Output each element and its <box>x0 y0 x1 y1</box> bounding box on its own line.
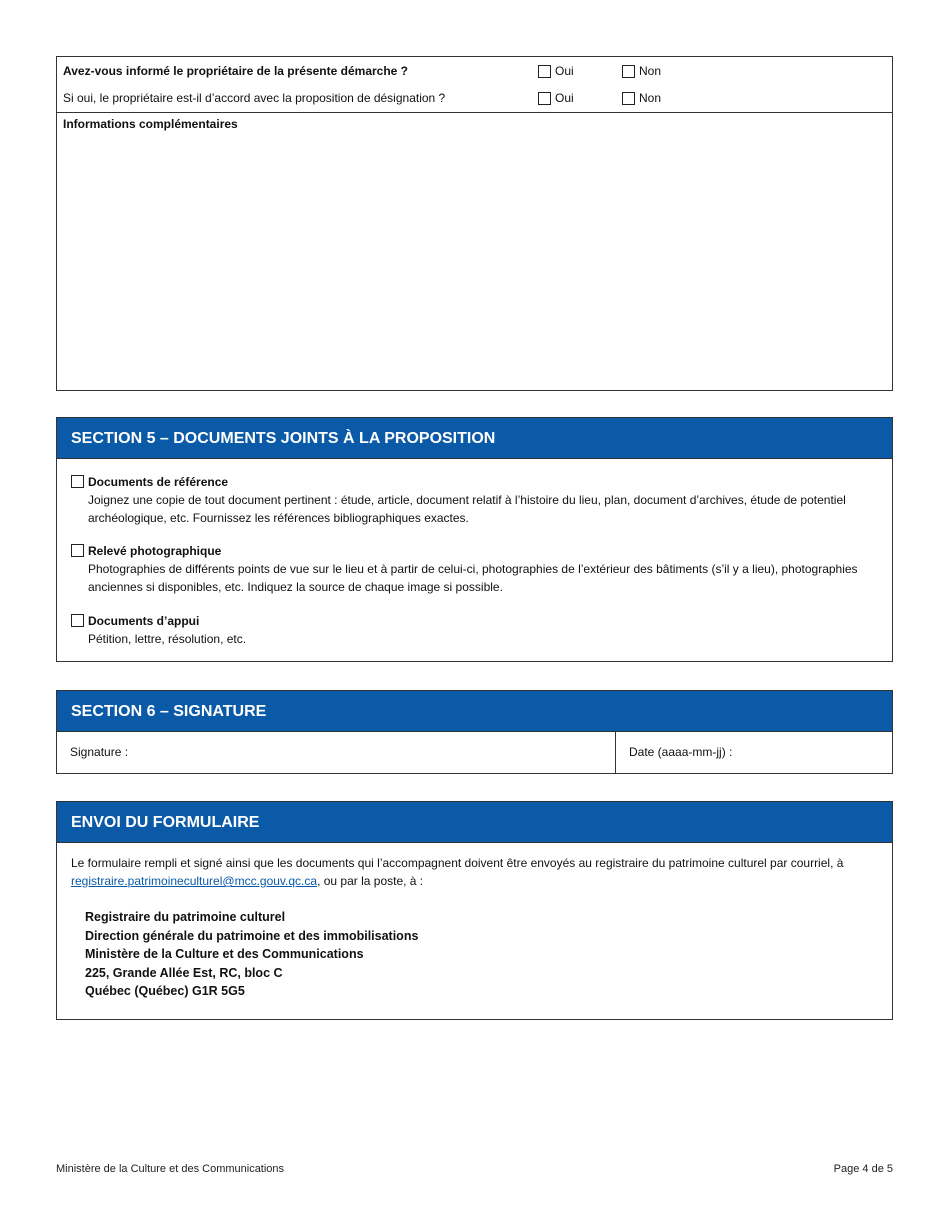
envoi-box <box>56 801 893 1020</box>
q1-yes-option[interactable] <box>538 64 574 78</box>
additional-info-field[interactable] <box>57 135 892 390</box>
q1-no-checkbox[interactable] <box>622 65 635 78</box>
section5-box <box>56 417 893 662</box>
address-line-2: Direction générale du patrimoine et des immobilisations <box>85 928 419 943</box>
q1-no-label: Non <box>639 64 662 78</box>
footer-page-number: Page 4 de 5 <box>833 1163 893 1175</box>
doc-photo-description: Photographies de différents points de vue sur le lieu et à partir de celui-ci, photographies de l’extérieur des bâtiments (s’il y a lieu), photographies anciennes si disponibles, etc. Indiquez la source de chaque image si possible. <box>88 562 858 594</box>
envoi-text-before: Le formulaire rempli et signé ainsi que les documents qui l’accompagnent doivent être envoyés au registraire du patrimoine culturel par courriel, à <box>71 856 844 870</box>
address-line-5: Québec (Québec) G1R 5G5 <box>85 984 245 998</box>
doc-item-reference <box>71 473 872 527</box>
footer-ministry: Ministère de la Culture et des Communications <box>56 1163 285 1175</box>
divider <box>57 112 892 113</box>
doc-item-support <box>71 612 872 648</box>
q2-yes-label: Oui <box>555 91 574 105</box>
doc-support-description: Pétition, lettre, résolution, etc. <box>88 632 247 646</box>
doc-photo-checkbox[interactable] <box>71 544 84 557</box>
date-field[interactable] <box>616 732 892 773</box>
q1-no-option[interactable] <box>622 64 661 78</box>
signature-label: Signature : <box>70 745 129 759</box>
address-line-1: Registraire du patrimoine culturel <box>85 910 286 924</box>
signature-field[interactable] <box>57 732 616 773</box>
envoi-instructions <box>71 854 852 890</box>
doc-reference-description: Joignez une copie de tout document pertinent : étude, article, document relatif à l’histoire du lieu, plan, document d’archives, étude de potentiel archéologique, etc. Fournissez les références bibliographiques exactes. <box>88 493 846 525</box>
doc-reference-title: Documents de référence <box>88 475 229 489</box>
envoi-text-after: , ou par la poste, à : <box>317 874 424 888</box>
q1-label: Avez-vous informé le propriétaire de la présente démarche ? <box>63 64 408 78</box>
q2-label: Si oui, le propriétaire est-il d’accord avec la proposition de désignation ? <box>63 91 446 105</box>
doc-reference-checkbox[interactable] <box>71 475 84 488</box>
q2-no-checkbox[interactable] <box>622 92 635 105</box>
address-line-3: Ministère de la Culture et des Communications <box>85 947 364 961</box>
q2-no-label: Non <box>639 91 662 105</box>
q2-yes-checkbox[interactable] <box>538 92 551 105</box>
owner-questions-box <box>56 56 893 391</box>
q2-yes-option[interactable] <box>538 91 574 105</box>
q1-yes-label: Oui <box>555 64 574 78</box>
registraire-email-link[interactable]: registraire.patrimoineculturel@mcc.gouv.qc.ca <box>71 874 318 888</box>
doc-support-checkbox[interactable] <box>71 614 84 627</box>
envoi-title: ENVOI DU FORMULAIRE <box>57 802 892 843</box>
section6-title: SECTION 6 – SIGNATURE <box>57 691 892 732</box>
mailing-address <box>85 908 418 1001</box>
doc-photo-title: Relevé photographique <box>88 544 222 558</box>
section6-box <box>56 690 893 774</box>
q2-no-option[interactable] <box>622 91 661 105</box>
doc-support-title: Documents d’appui <box>88 614 200 628</box>
section5-title: SECTION 5 – DOCUMENTS JOINTS À LA PROPOSITION <box>57 418 892 459</box>
doc-item-photo <box>71 542 872 596</box>
address-line-4: 225, Grande Allée Est, RC, bloc C <box>85 965 283 980</box>
q1-yes-checkbox[interactable] <box>538 65 551 78</box>
additional-info-label: Informations complémentaires <box>63 117 238 131</box>
date-label: Date (aaaa-mm-jj) : <box>629 745 733 759</box>
